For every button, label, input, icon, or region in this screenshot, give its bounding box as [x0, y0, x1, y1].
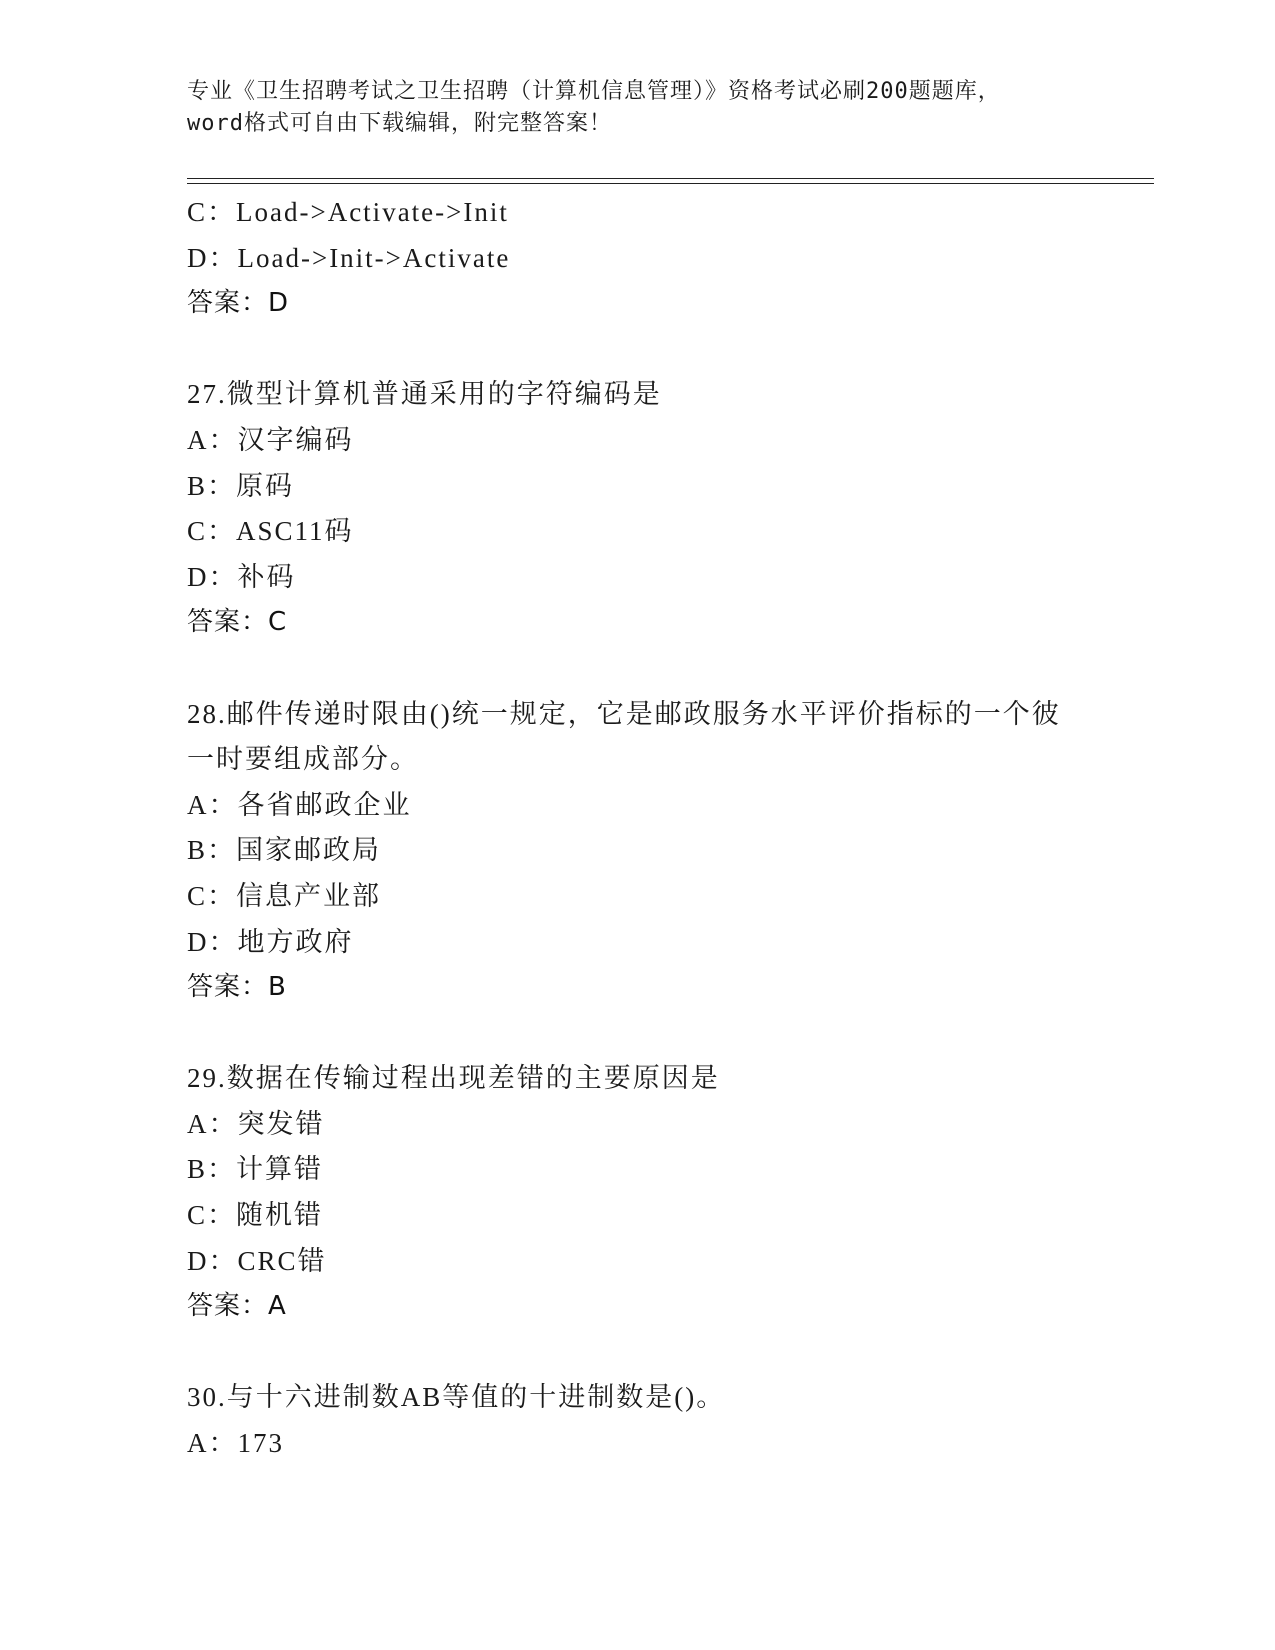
option-c: C：Load->Activate->Init	[187, 197, 509, 227]
question-29	[187, 1056, 1147, 1330]
option-c: C：信息产业部	[187, 880, 382, 911]
option-d: D：CRC错	[187, 1245, 327, 1276]
option-b: B：计算错	[187, 1154, 324, 1185]
question-stem: 28.邮件传递时限由()统一规定，它是邮政服务水平评价指标的一个彼	[187, 698, 1061, 729]
spacer	[187, 1330, 1147, 1376]
header-divider-top	[187, 178, 1154, 179]
question-28	[187, 692, 1147, 1011]
question-stem: 29.数据在传输过程出现差错的主要原因是	[187, 1063, 720, 1094]
answer-line: 答案：D	[187, 288, 290, 319]
answer-line: 答案：B	[187, 972, 287, 1003]
answer-line: 答案：C	[187, 607, 288, 638]
question-stem: 30.与十六进制数AB等值的十进制数是()。	[187, 1382, 726, 1413]
header-title-line-1: 专业《卫生招聘考试之卫生招聘（计算机信息管理）》资格考试必刷200题题库，	[187, 79, 1001, 104]
question-stem: 27.微型计算机普通采用的字符编码是	[187, 379, 662, 410]
option-a: A：突发错	[187, 1108, 325, 1139]
option-a: A：汉字编码	[187, 424, 354, 455]
spacer	[187, 327, 1147, 373]
option-c: C：随机错	[187, 1200, 324, 1231]
spacer	[187, 1011, 1147, 1057]
document-header	[187, 76, 1087, 140]
answer-line: 答案：A	[187, 1291, 287, 1322]
option-d: D：Load->Init->Activate	[187, 242, 511, 273]
question-26-tail	[187, 190, 1147, 327]
header-title-line-2: word格式可自由下载编辑，附完整答案！	[187, 111, 612, 136]
spacer	[187, 646, 1147, 692]
option-b: B：原码	[187, 470, 295, 501]
question-stem-continued: 一时要组成部分。	[187, 744, 419, 775]
option-c: C：ASC11码	[187, 516, 354, 547]
option-d: D：补码	[187, 561, 296, 592]
option-b: B：国家邮政局	[187, 835, 382, 866]
option-d: D：地方政府	[187, 926, 354, 957]
header-divider-bottom	[187, 183, 1154, 184]
question-30	[187, 1375, 1147, 1466]
option-a: A：173	[187, 1428, 284, 1459]
question-27	[187, 372, 1147, 646]
question-list	[187, 190, 1147, 1467]
option-a: A：各省邮政企业	[187, 789, 412, 820]
